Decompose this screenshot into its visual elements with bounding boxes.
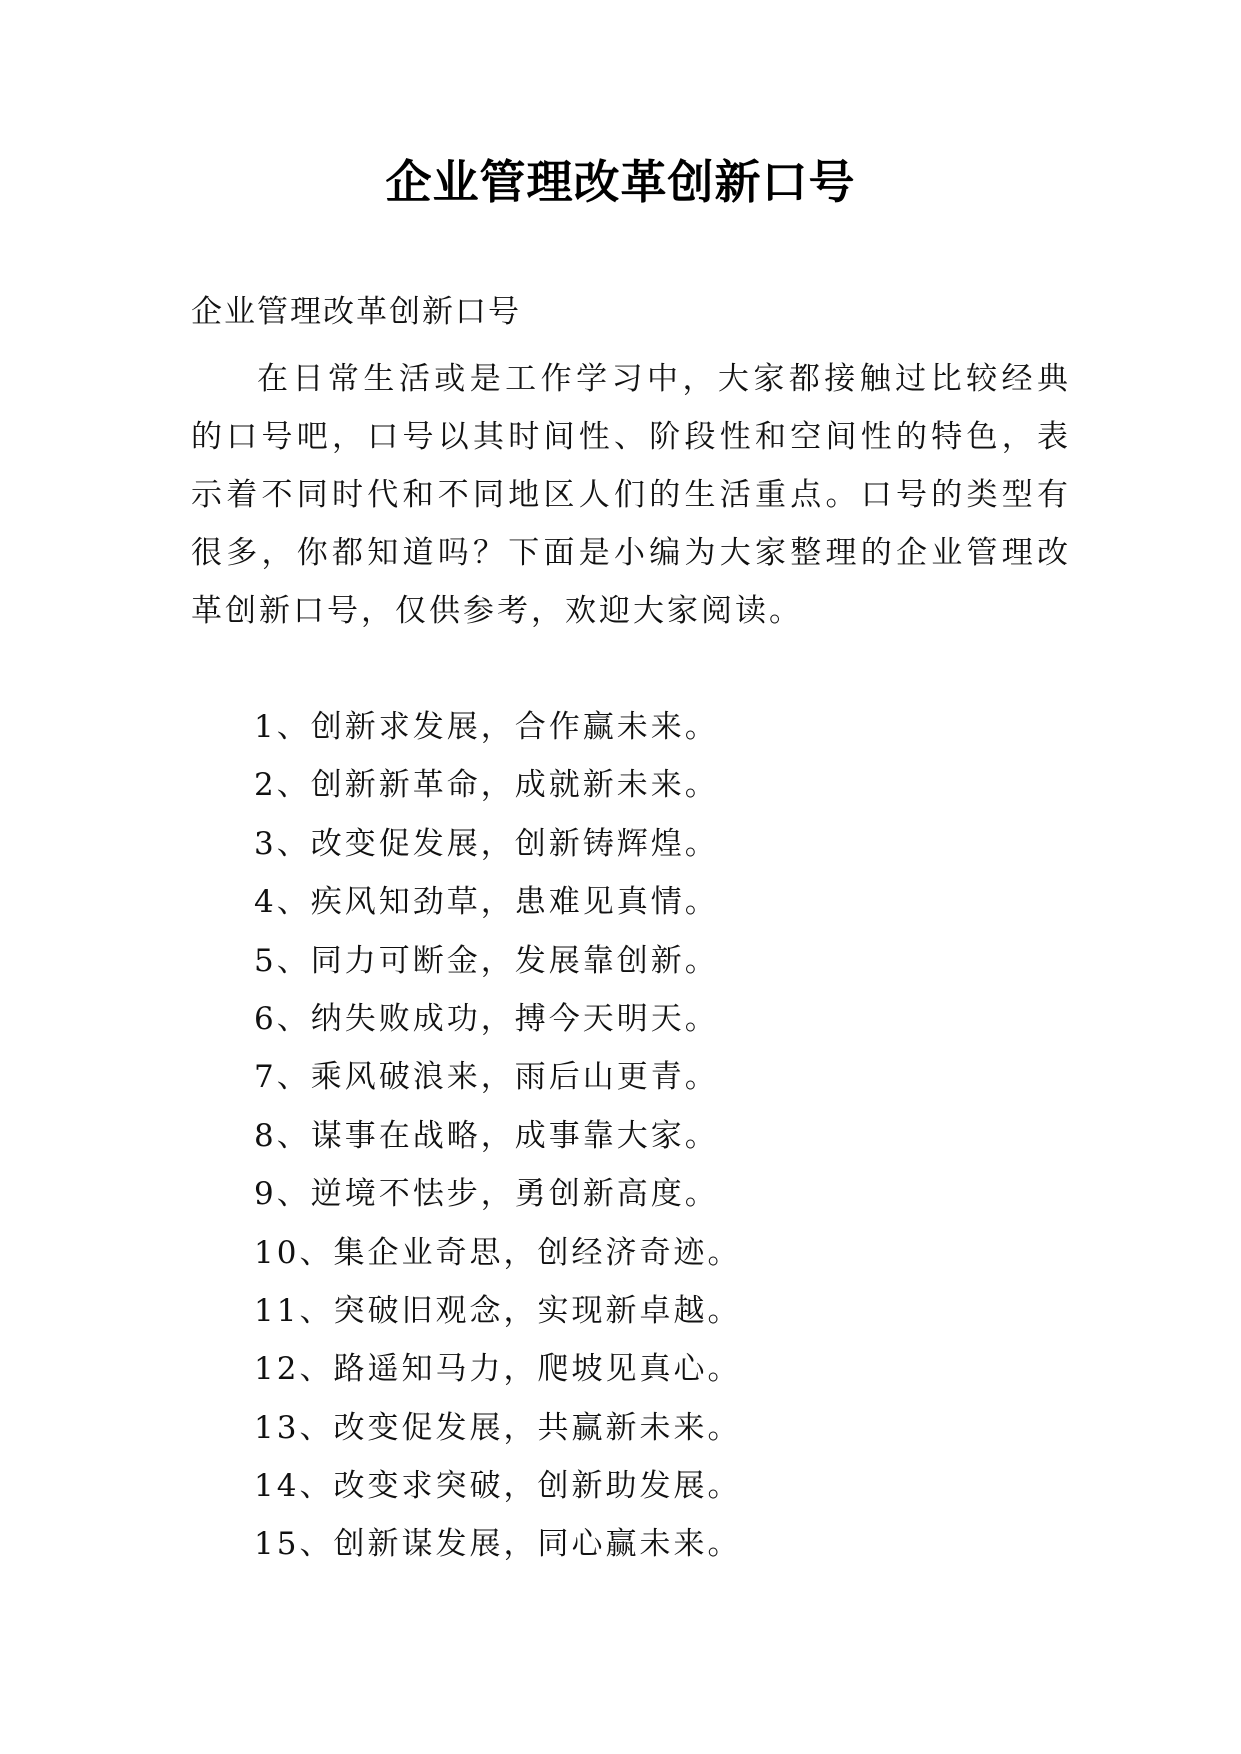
slogan-item: 2、创新新革命，成就新未来。: [254, 767, 719, 804]
slogan-item: 4、疾风知劲草，患难见真情。: [254, 884, 719, 921]
intro-paragraph: 在日常生活或是工作学习中，大家都接触过比较经典的口号吧，口号以其时间性、阶段性和空间性的特色，表示着不同时代和不同地区人们的生活重点。口号的类型有很多，你都知道吗？下面是小编为大家整理的企业管理改革创新口号，仅供参考，欢迎大家阅读。: [191, 361, 1071, 629]
slogan-item: 13、改变促发展，共赢新未来。: [254, 1409, 742, 1446]
slogan-item: 9、逆境不怯步，勇创新高度。: [254, 1176, 719, 1213]
slogan-item: 11、突破旧观念，实现新卓越。: [254, 1292, 742, 1329]
slogan-item: 3、改变促发展，创新铸辉煌。: [254, 825, 719, 862]
slogan-item: 14、改变求突破，创新助发展。: [254, 1468, 742, 1505]
slogan-list: [254, 698, 741, 1574]
slogan-item: 5、同力可断金，发展靠创新。: [254, 942, 719, 979]
slogan-item: 8、谋事在战略，成事靠大家。: [254, 1117, 719, 1154]
slogan-item: 10、集企业奇思，创经济奇迹。: [254, 1234, 742, 1271]
slogan-item: 15、创新谋发展，同心赢未来。: [254, 1526, 742, 1563]
document-title: 企业管理改革创新口号: [385, 155, 856, 209]
slogan-item: 7、乘风破浪来，雨后山更青。: [254, 1059, 719, 1096]
document-subtitle: 企业管理改革创新口号: [191, 294, 521, 330]
slogan-item: 6、纳失败成功，搏今天明天。: [254, 1000, 719, 1037]
slogan-item: 12、路遥知马力，爬坡见真心。: [254, 1351, 742, 1388]
slogan-item: 1、创新求发展，合作赢未来。: [254, 709, 719, 745]
